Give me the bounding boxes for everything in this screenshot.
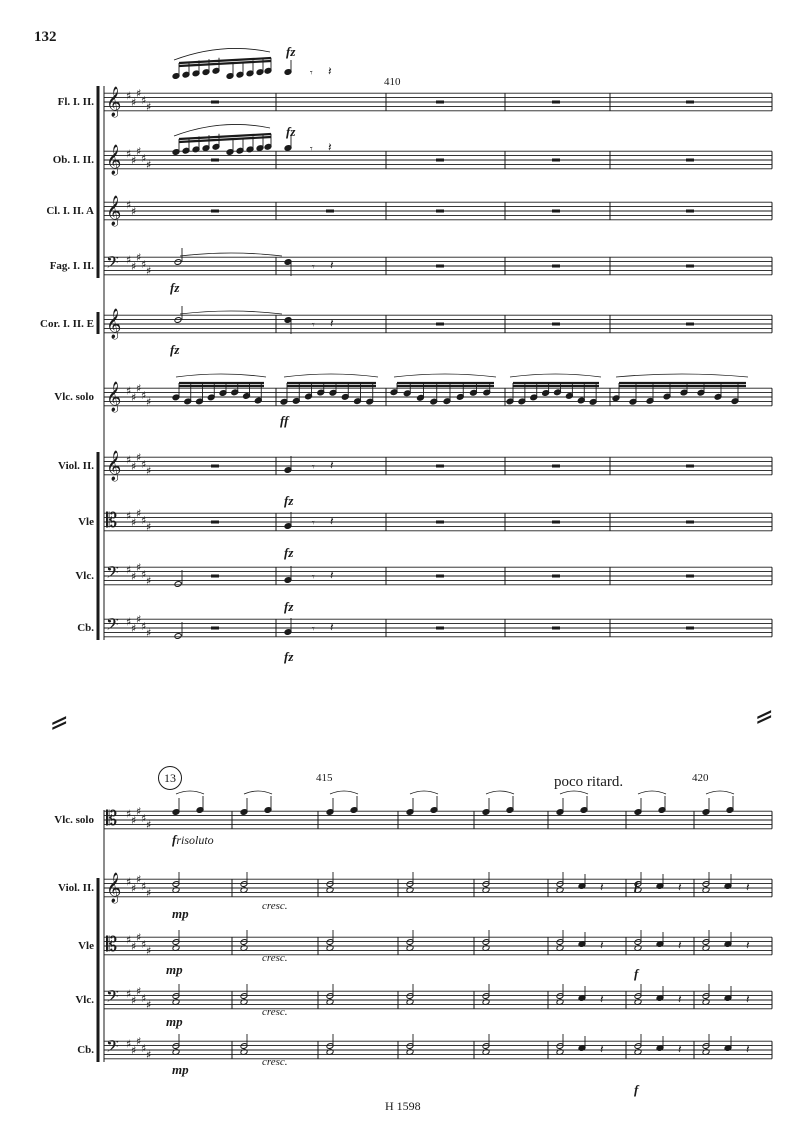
key-sharp: ♯ xyxy=(136,87,142,101)
system-separator-left: = xyxy=(50,705,69,741)
key-sharp: ♯ xyxy=(126,1037,132,1051)
instrument-label-vle: Vle xyxy=(78,516,94,528)
whole-rest xyxy=(552,265,560,268)
key-sharp: ♯ xyxy=(136,1035,142,1049)
key-sharp: ♯ xyxy=(141,457,147,471)
quarter-rest: 𝄽 xyxy=(600,938,604,952)
dynamic-marking: fz xyxy=(284,599,294,614)
quarter-rest: 𝄽 xyxy=(330,568,334,582)
key-sharp: ♯ xyxy=(126,875,132,889)
eighth-rest: 𝄾 xyxy=(312,462,315,473)
instrument-label-viol2b: Viol. II. xyxy=(58,882,94,894)
clef-glyph: 𝄞 xyxy=(106,145,122,176)
whole-rest xyxy=(552,210,560,213)
whole-rest xyxy=(686,265,694,268)
quarter-rest: 𝄽 xyxy=(746,1042,750,1056)
whole-rest xyxy=(211,210,219,213)
whole-rest xyxy=(211,159,219,162)
quarter-rest: 𝄽 xyxy=(678,938,682,952)
whole-rest xyxy=(211,465,219,468)
key-sharp: ♯ xyxy=(126,509,132,523)
whole-rest xyxy=(436,627,444,630)
clef-glyph: 𝄡 xyxy=(106,806,118,831)
instrument-label-fag: Fag. I. II. xyxy=(49,260,94,272)
dynamic-marking: f xyxy=(634,1082,639,1097)
key-sharp: ♯ xyxy=(126,987,132,1001)
whole-rest xyxy=(326,210,334,213)
key-sharp: ♯ xyxy=(131,570,137,583)
key-sharp: ♯ xyxy=(146,395,152,409)
clef-glyph: 𝄢 xyxy=(106,986,119,1011)
whole-rest xyxy=(211,101,219,104)
whole-rest xyxy=(552,465,560,468)
dynamic-marking: fz xyxy=(286,124,296,139)
whole-rest xyxy=(552,323,560,326)
whole-rest xyxy=(686,323,694,326)
slur xyxy=(284,374,378,377)
key-sharp: ♯ xyxy=(131,205,137,218)
staff-lines xyxy=(98,86,772,1062)
clef-glyph: 𝄞 xyxy=(106,196,122,227)
clef-glyph: 𝄢 xyxy=(106,252,119,277)
whole-rest xyxy=(686,465,694,468)
key-sharp: ♯ xyxy=(131,814,137,827)
quarter-rest: 𝄽 xyxy=(678,880,682,894)
slur xyxy=(560,791,588,794)
rehearsal-mark: 13 xyxy=(158,766,182,790)
key-sharp: ♯ xyxy=(146,520,152,534)
whole-rest xyxy=(436,323,444,326)
dynamic-marking: fz xyxy=(286,44,296,59)
whole-rest xyxy=(436,521,444,524)
clef-glyph: 𝄢 xyxy=(106,1036,119,1061)
note-heads xyxy=(172,48,750,1056)
key-sharp: ♯ xyxy=(126,453,132,467)
slur xyxy=(330,791,358,794)
key-sharp: ♯ xyxy=(126,89,132,103)
key-sharp: ♯ xyxy=(136,561,142,575)
quarter-rest: 𝄽 xyxy=(678,992,682,1006)
whole-rest xyxy=(552,159,560,162)
footer-code: H 1598 xyxy=(385,1099,421,1113)
whole-rest xyxy=(436,465,444,468)
instrument-label-vlc2: Vlc. xyxy=(75,994,94,1006)
slur xyxy=(486,791,514,794)
dynamic-marking: mp xyxy=(166,1014,183,1029)
dynamic-marking: f xyxy=(634,966,639,981)
key-sharp: ♯ xyxy=(141,937,147,951)
key-sharp: ♯ xyxy=(126,147,132,161)
key-sharp: ♯ xyxy=(126,615,132,629)
eighth-rest: 𝄾 xyxy=(312,624,315,635)
instrument-label-vlcsolo2: Vlc. solo xyxy=(54,814,94,826)
dynamic-marking: f xyxy=(634,878,639,893)
key-sharp: ♯ xyxy=(136,931,142,945)
whole-rest xyxy=(686,575,694,578)
whole-rest xyxy=(211,575,219,578)
dynamic-marking: frisoluto xyxy=(172,832,214,847)
key-sharp: ♯ xyxy=(131,940,137,953)
dynamic-marking: cresc. xyxy=(262,952,288,964)
measure-number: 415 xyxy=(316,772,333,784)
key-sharp: ♯ xyxy=(146,818,152,832)
clef-glyph: 𝄢 xyxy=(106,614,119,639)
key-sharp: ♯ xyxy=(131,96,137,109)
clef-glyph: 𝄡 xyxy=(106,508,118,533)
key-sharp: ♯ xyxy=(131,260,137,273)
key-sharp: ♯ xyxy=(126,253,132,267)
clef-glyph: 𝄞 xyxy=(106,309,122,340)
key-sharp: ♯ xyxy=(141,388,147,402)
key-sharp: ♯ xyxy=(146,264,152,278)
slur xyxy=(176,374,266,377)
dynamic-marking: fz xyxy=(170,342,180,357)
eighth-rest: 𝄾 xyxy=(312,518,315,529)
instrument-label-viol2: Viol. II. xyxy=(58,460,94,472)
key-sharp: ♯ xyxy=(141,567,147,581)
measure-number: 420 xyxy=(692,772,709,784)
slur xyxy=(176,791,204,794)
key-sharp: ♯ xyxy=(136,613,142,627)
eighth-rest: 𝄾 xyxy=(312,320,315,331)
clef-glyph: 𝄢 xyxy=(106,562,119,587)
key-sharp: ♯ xyxy=(136,805,142,819)
slur xyxy=(638,791,666,794)
clef-glyph: 𝄞 xyxy=(106,873,122,904)
dynamic-marking: cresc. xyxy=(262,1056,288,1068)
whole-rest xyxy=(436,210,444,213)
key-sharp: ♯ xyxy=(126,563,132,577)
slur xyxy=(706,791,734,794)
eighth-rest: 𝄾 xyxy=(312,572,315,583)
whole-rest xyxy=(686,627,694,630)
eighth-rest: 𝄾 xyxy=(310,68,313,79)
quarter-rest: 𝄽 xyxy=(600,880,604,894)
instrument-label-cb2: Cb. xyxy=(77,1044,94,1056)
key-sharp: ♯ xyxy=(131,391,137,404)
key-sharp: ♯ xyxy=(146,574,152,588)
instrument-label-ob: Ob. I. II. xyxy=(52,154,94,166)
key-sharp: ♯ xyxy=(146,998,152,1012)
key-sharp: ♯ xyxy=(141,879,147,893)
key-sharp: ♯ xyxy=(126,933,132,947)
instrument-label-vlc: Vlc. xyxy=(75,570,94,582)
slur xyxy=(616,374,748,377)
slur xyxy=(510,374,601,377)
expression-text: risoluto xyxy=(176,833,214,847)
key-sharp: ♯ xyxy=(126,807,132,821)
system-separator-right: = xyxy=(755,699,774,735)
instrument-label-cor: Cor. I. II. E xyxy=(40,318,94,330)
instrument-label-fl: Fl. I. II. xyxy=(57,96,94,108)
instrument-label-vlcsolo: Vlc. solo xyxy=(54,391,94,403)
whole-rest xyxy=(686,159,694,162)
dynamic-marking: mp xyxy=(172,1062,189,1077)
key-sharp: ♯ xyxy=(131,882,137,895)
quarter-rest: 𝄽 xyxy=(600,1042,604,1056)
key-sharp: ♯ xyxy=(141,257,147,271)
key-sharp: ♯ xyxy=(126,384,132,398)
key-sharp: ♯ xyxy=(146,886,152,900)
dynamic-marking: mp xyxy=(166,962,183,977)
slur xyxy=(410,791,438,794)
instrument-label-cl: Cl. I. II. A xyxy=(46,205,94,217)
key-sharp: ♯ xyxy=(131,154,137,167)
key-sharp: ♯ xyxy=(146,626,152,640)
key-sharp: ♯ xyxy=(131,516,137,529)
key-sharp: ♯ xyxy=(136,985,142,999)
dynamic-marking: mp xyxy=(172,906,189,921)
whole-rest xyxy=(552,101,560,104)
key-sharp: ♯ xyxy=(146,1048,152,1062)
key-sharp: ♯ xyxy=(131,994,137,1007)
slur xyxy=(180,311,282,314)
whole-rest xyxy=(211,521,219,524)
whole-rest xyxy=(686,101,694,104)
key-sharp: ♯ xyxy=(136,145,142,159)
whole-rest xyxy=(552,521,560,524)
eighth-rest: 𝄾 xyxy=(312,262,315,273)
slur xyxy=(394,374,496,377)
clef-glyph: 𝄞 xyxy=(106,87,122,118)
whole-rest xyxy=(436,265,444,268)
quarter-rest: 𝄽 xyxy=(330,514,334,528)
key-sharp: ♯ xyxy=(141,991,147,1005)
quarter-rest: 𝄽 xyxy=(330,458,334,472)
key-sharp: ♯ xyxy=(131,1044,137,1057)
quarter-rest: 𝄽 xyxy=(328,64,332,78)
instrument-label-vle2: Vle xyxy=(78,940,94,952)
whole-rest xyxy=(686,521,694,524)
dynamic-marking: ff xyxy=(280,413,289,428)
dynamic-marking: cresc. xyxy=(262,1006,288,1018)
dynamic-marking: fz xyxy=(284,493,294,508)
measure-number: 410 xyxy=(384,76,401,88)
key-sharp: ♯ xyxy=(136,507,142,521)
quarter-rest: 𝄽 xyxy=(330,316,334,330)
instrument-label-cb: Cb. xyxy=(77,622,94,634)
key-sharp: ♯ xyxy=(146,100,152,114)
note-head xyxy=(174,633,182,640)
dynamic-marking: fz xyxy=(284,545,294,560)
quarter-rest: 𝄽 xyxy=(328,140,332,154)
note-head xyxy=(174,581,182,588)
quarter-rest: 𝄽 xyxy=(330,258,334,272)
key-sharp: ♯ xyxy=(141,93,147,107)
slur xyxy=(180,253,282,256)
key-sharp: ♯ xyxy=(136,382,142,396)
dynamic-marking: cresc. xyxy=(262,900,288,912)
eighth-rest: 𝄾 xyxy=(310,144,313,155)
dynamic-marking: fz xyxy=(170,280,180,295)
whole-rest xyxy=(686,210,694,213)
whole-rest xyxy=(552,627,560,630)
tempo-marking: poco ritard. xyxy=(554,774,624,790)
page-number: 132 xyxy=(34,29,57,45)
slur xyxy=(244,791,272,794)
clef-glyph: 𝄡 xyxy=(106,932,118,957)
whole-rest xyxy=(211,627,219,630)
key-sharp: ♯ xyxy=(146,158,152,172)
clef-glyph: 𝄞 xyxy=(106,451,122,482)
key-sharp: ♯ xyxy=(141,811,147,825)
quarter-rest: 𝄽 xyxy=(746,992,750,1006)
key-sharp: ♯ xyxy=(126,198,132,212)
key-sharp: ♯ xyxy=(131,460,137,473)
quarter-rest: 𝄽 xyxy=(746,938,750,952)
whole-rest xyxy=(436,159,444,162)
key-sharp: ♯ xyxy=(141,151,147,165)
key-sharp: ♯ xyxy=(146,464,152,478)
quarter-rest: 𝄽 xyxy=(600,992,604,1006)
key-sharp: ♯ xyxy=(141,619,147,633)
key-sharp: ♯ xyxy=(141,513,147,527)
quarter-rest: 𝄽 xyxy=(678,1042,682,1056)
dynamic-marking: fz xyxy=(284,649,294,664)
key-sharp: ♯ xyxy=(146,944,152,958)
key-sharp: ♯ xyxy=(136,251,142,265)
key-sharp: ♯ xyxy=(136,451,142,465)
whole-rest xyxy=(552,575,560,578)
key-sharp: ♯ xyxy=(141,1041,147,1055)
whole-rest xyxy=(436,101,444,104)
key-sharp: ♯ xyxy=(136,873,142,887)
clef-glyph: 𝄞 xyxy=(106,382,122,413)
key-sharp: ♯ xyxy=(131,622,137,635)
whole-rest xyxy=(436,575,444,578)
quarter-rest: 𝄽 xyxy=(746,880,750,894)
quarter-rest: 𝄽 xyxy=(330,620,334,634)
